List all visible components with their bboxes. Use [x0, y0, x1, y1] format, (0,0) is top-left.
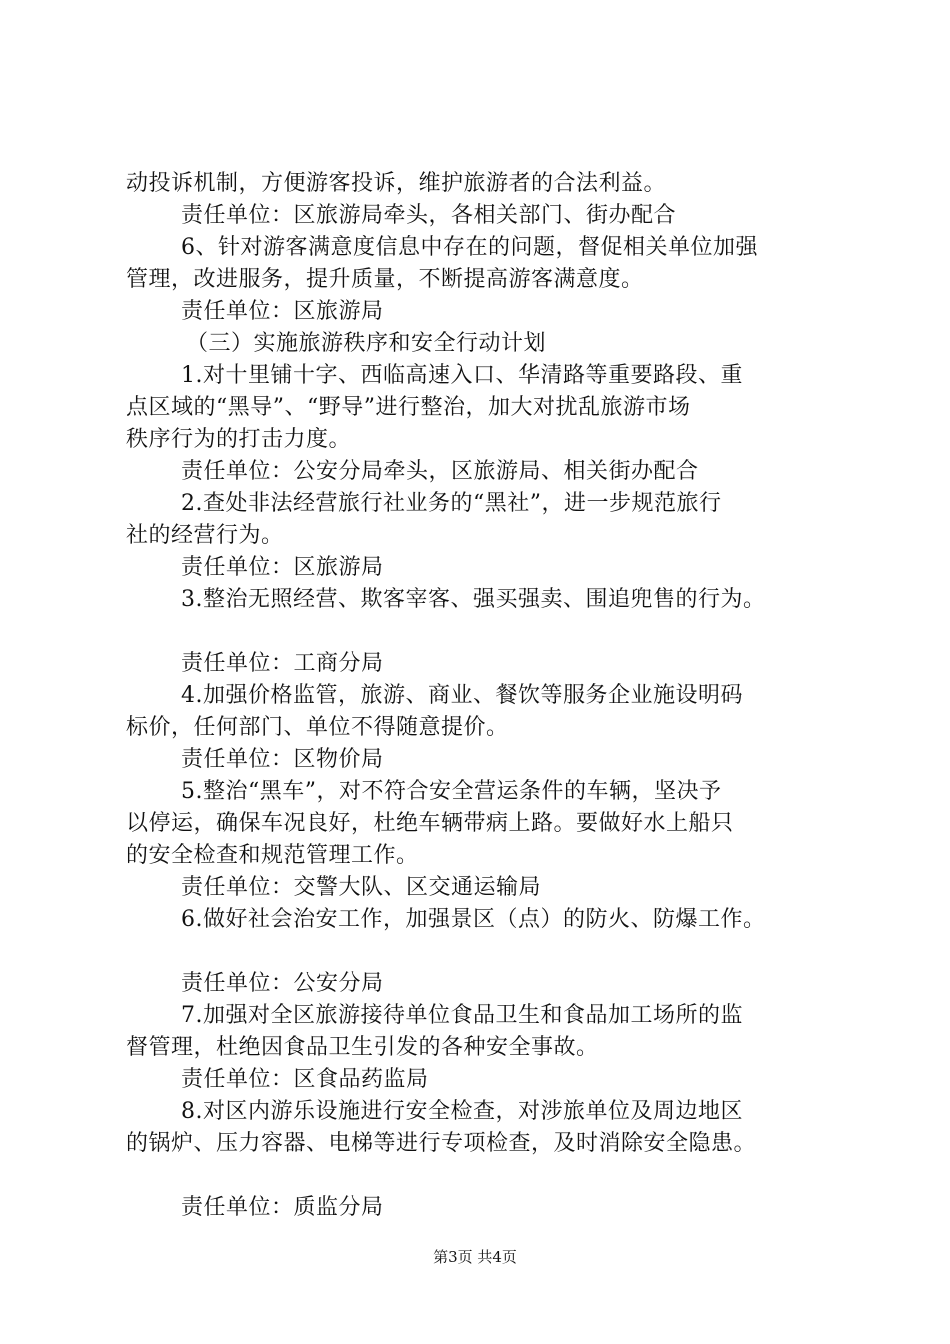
text-line: 5.整治“黑车”，对不符合安全营运条件的车辆，坚决予: [181, 779, 722, 804]
blank-line: [126, 1160, 842, 1192]
text-line: 1.对十里铺十字、西临高速入口、华清路等重要路段、重: [181, 363, 743, 388]
text-line: 标价，任何部门、单位不得随意提价。: [126, 715, 509, 740]
text-line: 管理，改进服务，提升质量，不断提高游客满意度。: [126, 267, 644, 292]
blank-line: [126, 616, 842, 648]
text-line: 责任单位：区旅游局牵头，各相关部门、街办配合: [181, 203, 677, 228]
text-line: 3.整治无照经营、欺客宰客、强买强卖、围追兜售的行为。: [181, 587, 766, 612]
text-line: 责任单位：质监分局: [181, 1195, 384, 1220]
text-line: 责任单位：区物价局: [181, 747, 384, 772]
text-line: 责任单位：区旅游局: [181, 299, 384, 324]
text-line: 2.查处非法经营旅行社业务的“黑社”，进一步规范旅行: [181, 491, 722, 516]
text-line: 点区域的“黑导”、“野导”进行整治，加大对扰乱旅游市场: [126, 395, 691, 420]
blank-line: [126, 936, 842, 968]
text-line: 4.加强价格监管，旅游、商业、餐饮等服务企业施设明码: [181, 683, 743, 708]
text-line: 责任单位：公安分局牵头，区旅游局、相关街办配合: [181, 459, 699, 484]
text-line: 7.加强对全区旅游接待单位食品卫生和食品加工场所的监: [181, 1003, 743, 1028]
text-line: 以停运，确保车况良好，杜绝车辆带病上路。要做好水上船只: [126, 811, 734, 836]
text-line: 的安全检查和规范管理工作。: [126, 843, 419, 868]
text-line: 督管理，杜绝因食品卫生引发的各种安全事故。: [126, 1035, 599, 1060]
text-line: 责任单位：公安分局: [181, 971, 384, 996]
text-line: 的锅炉、压力容器、电梯等进行专项检查，及时消除安全隐患。: [126, 1131, 757, 1156]
page-footer: 第3页 共4页: [433, 1248, 517, 1266]
text-line: 秩序行为的打击力度。: [126, 427, 352, 452]
text-line: 责任单位：区食品药监局: [181, 1067, 429, 1092]
document-body: [126, 168, 842, 1224]
text-line: 责任单位：交警大队、区交通运输局: [181, 875, 542, 900]
text-line: 动投诉机制，方便游客投诉，维护旅游者的合法利益。: [126, 171, 667, 196]
text-line: 责任单位：区旅游局: [181, 555, 384, 580]
section-heading: （三）实施旅游秩序和安全行动计划: [186, 331, 547, 356]
text-line: 6.做好社会治安工作，加强景区（点）的防火、防爆工作。: [181, 907, 766, 932]
text-line: 责任单位：工商分局: [181, 651, 384, 676]
text-line: 社的经营行为。: [126, 523, 284, 548]
text-line: 6、针对游客满意度信息中存在的问题，督促相关单位加强: [181, 235, 758, 260]
text-line: 8.对区内游乐设施进行安全检查，对涉旅单位及周边地区: [181, 1099, 743, 1124]
